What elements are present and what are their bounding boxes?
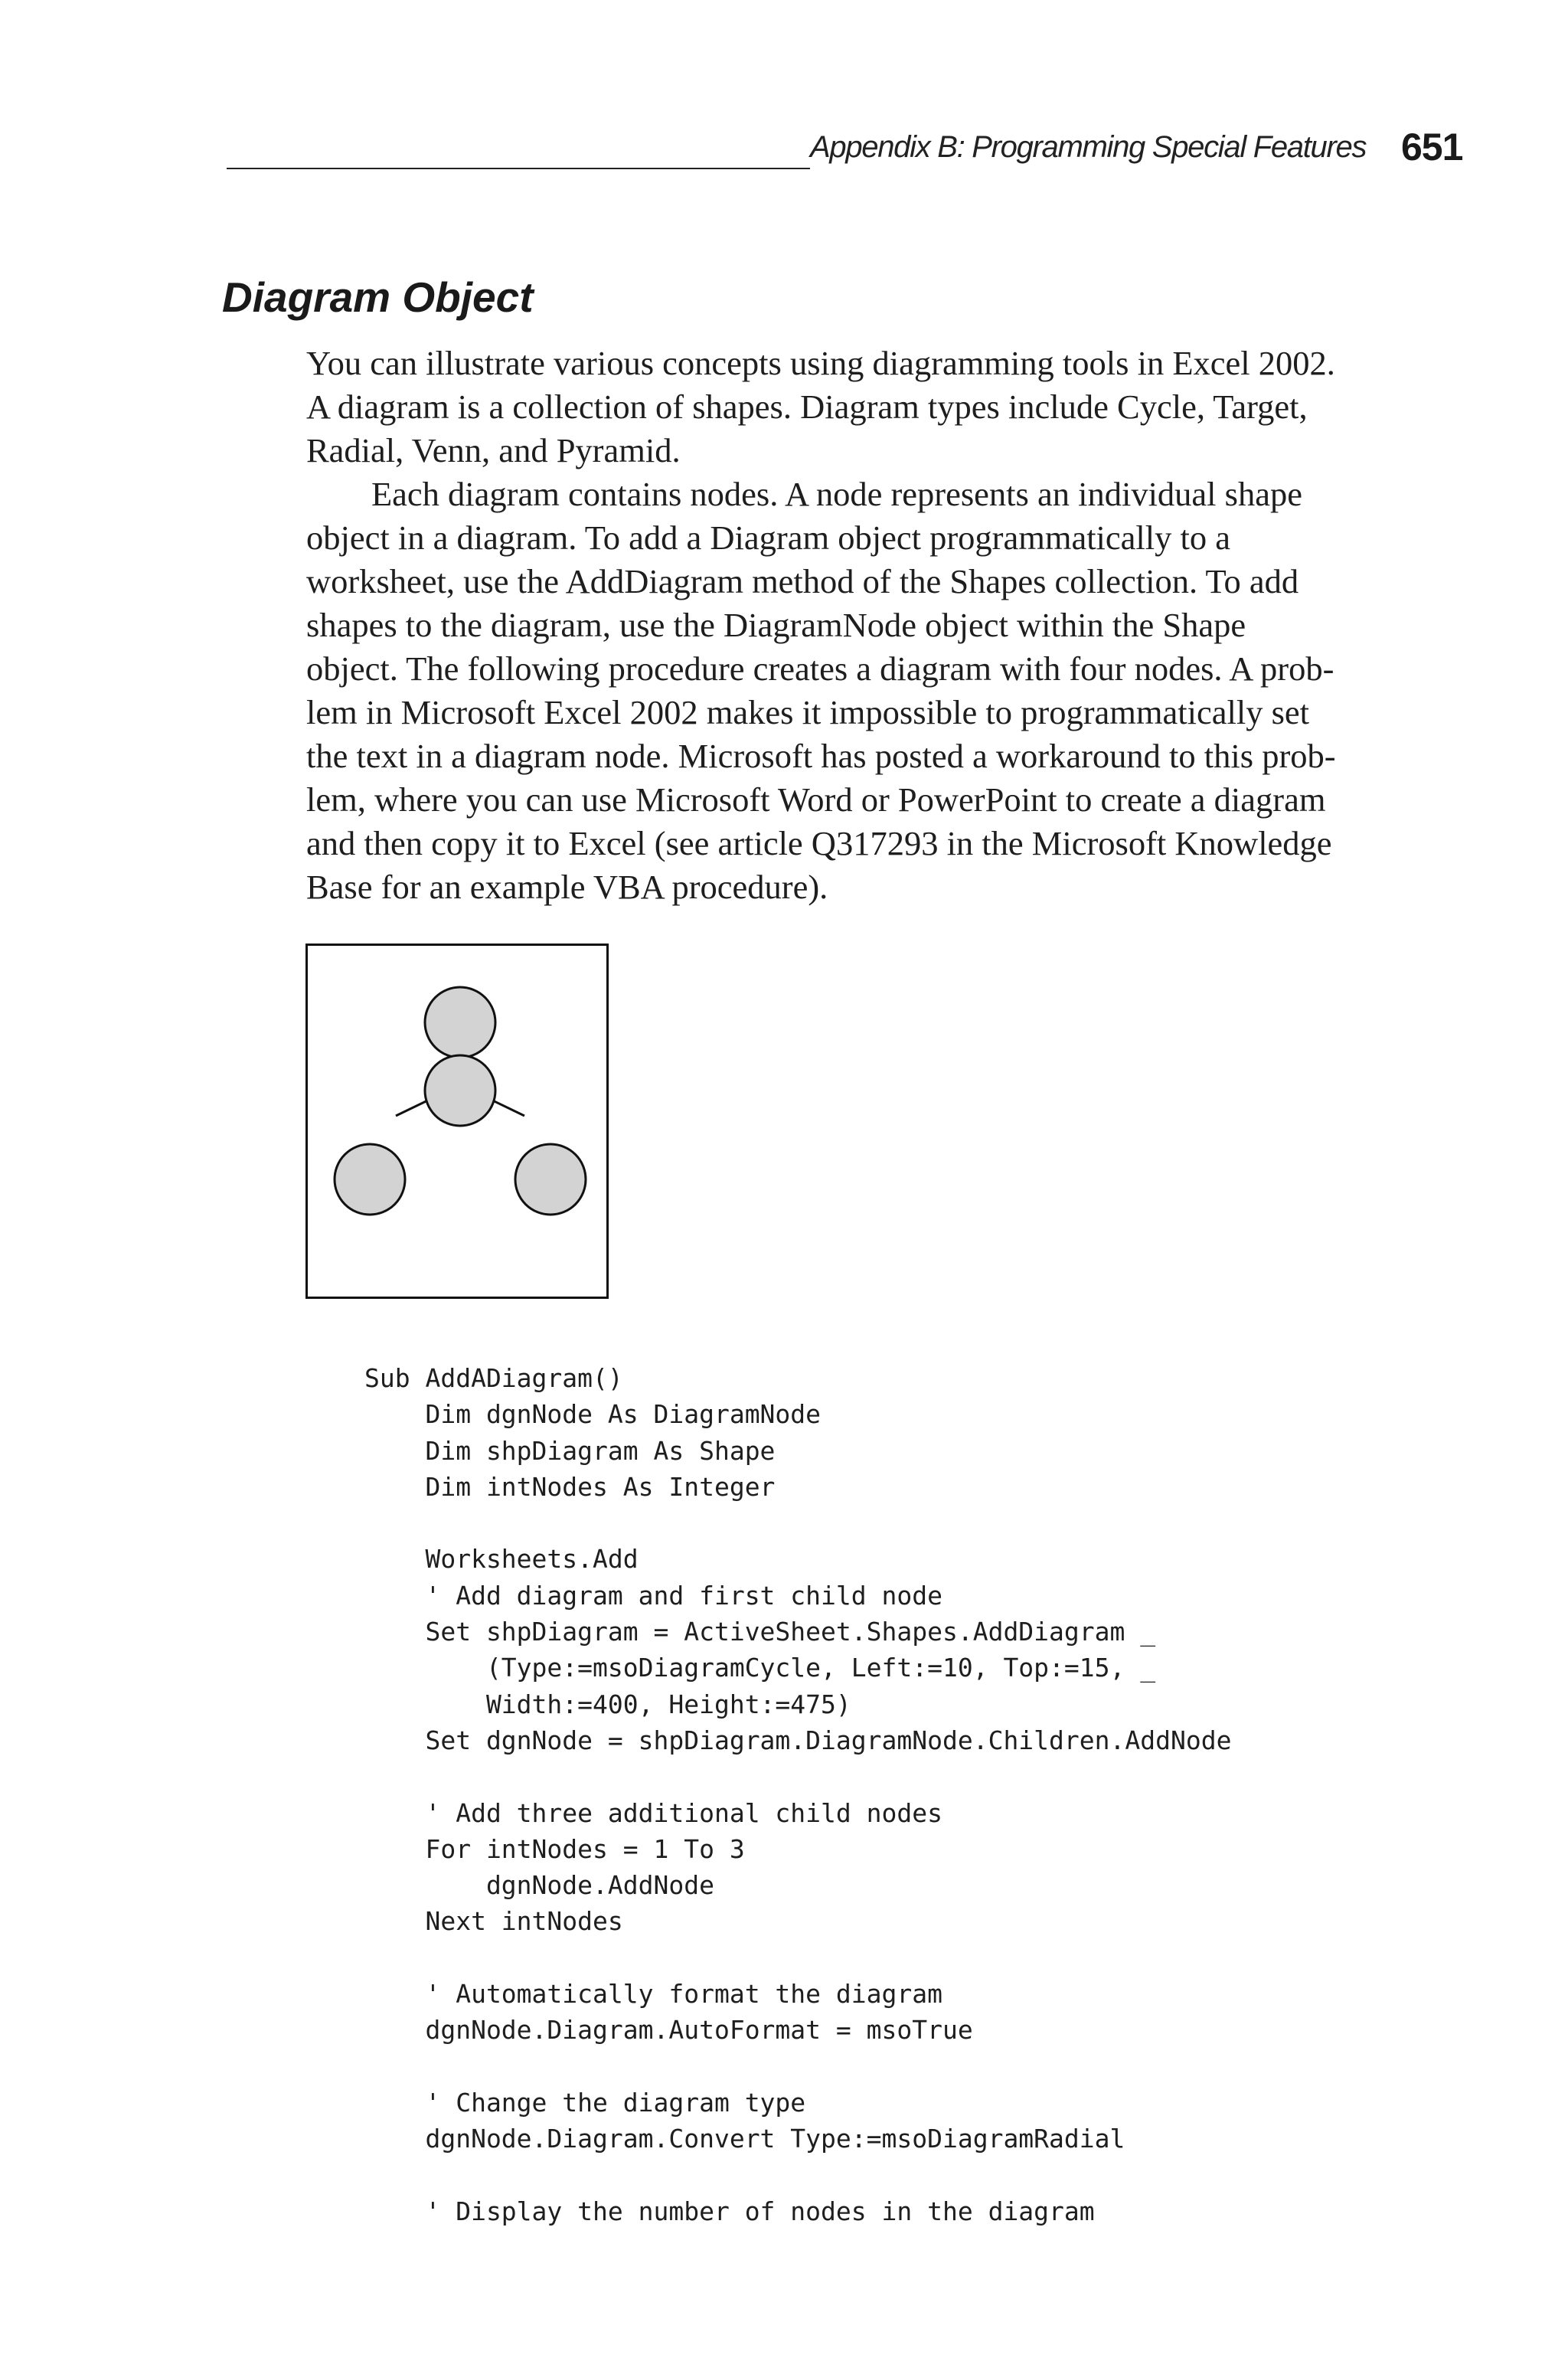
paragraph — [306, 473, 1470, 909]
text-line: and then copy it to Excel (see article Q317293 in the Microsoft Knowledge — [306, 824, 1332, 862]
code-line: For intNodes = 1 To 3 — [364, 1833, 745, 1864]
code-line: Set shpDiagram = ActiveSheet.Shapes.AddDiagram _ — [364, 1617, 1156, 1647]
text-line: lem, where you can use Microsoft Word or PowerPoint to create a diagram — [306, 780, 1326, 819]
section-heading: Diagram Object — [222, 273, 534, 321]
text-line: object. The following procedure creates a diagram with four nodes. A prob- — [306, 649, 1334, 688]
page-number: 651 — [1401, 126, 1463, 168]
code-line — [364, 1758, 1231, 1794]
code-line — [364, 2049, 1231, 2085]
code-line: dgnNode.Diagram.Convert Type:=msoDiagramRadial — [364, 2124, 1125, 2154]
code-line: ' Change the diagram type — [364, 2087, 806, 2118]
body-text — [306, 342, 1470, 909]
diagram-node-left — [335, 1144, 405, 1215]
text-line: object in a diagram. To add a Diagram object programmatically to a — [306, 518, 1231, 557]
diagram-node-top — [425, 987, 495, 1058]
code-line — [364, 1940, 1231, 1976]
code-line: Dim dgnNode As DiagramNode — [364, 1399, 822, 1430]
text-line: worksheet, use the AddDiagram method of the Shapes collection. To add — [306, 562, 1299, 600]
text-line: lem in Microsoft Excel 2002 makes it impossible to programmatically set — [306, 693, 1310, 731]
paragraph — [306, 342, 1470, 473]
code-line: ' Add diagram and first child node — [364, 1580, 942, 1611]
code-line — [364, 2157, 1231, 2193]
text-line: Each diagram contains nodes. A node represents an individual shape — [371, 475, 1302, 513]
text-line: Base for an example VBA procedure). — [306, 868, 828, 906]
code-line: Dim intNodes As Integer — [364, 1471, 776, 1502]
code-line: Worksheets.Add — [364, 1544, 639, 1575]
code-line: (Type:=msoDiagramCycle, Left:=10, Top:=15, _ — [364, 1653, 1156, 1683]
running-head: Appendix B: Programming Special Features — [810, 130, 1367, 164]
code-listing — [364, 1360, 1231, 2229]
code-line: ' Automatically format the diagram — [364, 1979, 942, 2010]
text-line: Radial, Venn, and Pyramid. — [306, 431, 681, 469]
code-line: Set dgnNode = shpDiagram.DiagramNode.Children.AddNode — [364, 1725, 1232, 1755]
code-line: dgnNode.AddNode — [364, 1870, 714, 1901]
code-line: Next intNodes — [364, 1906, 623, 1937]
code-line — [364, 1505, 1231, 1541]
diagram-node-center — [425, 1055, 495, 1126]
text-line: the text in a diagram node. Microsoft has posted a workaround to this prob- — [306, 737, 1336, 775]
code-line: Dim shpDiagram As Shape — [364, 1435, 776, 1466]
diagram-figure — [305, 944, 609, 1299]
code-line: Width:=400, Height:=475) — [364, 1689, 851, 1719]
code-line: Sub AddADiagram() — [364, 1363, 623, 1393]
text-line: shapes to the diagram, use the DiagramNode object within the Shape — [306, 606, 1246, 644]
text-line: A diagram is a collection of shapes. Diagram types include Cycle, Target, — [306, 388, 1308, 426]
header-rule — [227, 168, 810, 169]
code-line: ' Add three additional child nodes — [364, 1797, 942, 1828]
diagram-node-right — [515, 1144, 586, 1215]
radial-diagram-graphic — [308, 946, 606, 1297]
code-line: dgnNode.Diagram.AutoFormat = msoTrue — [364, 2015, 973, 2046]
code-line: ' Display the number of nodes in the diagram — [364, 2196, 1095, 2226]
text-line: You can illustrate various concepts using diagramming tools in Excel 2002. — [306, 344, 1335, 382]
